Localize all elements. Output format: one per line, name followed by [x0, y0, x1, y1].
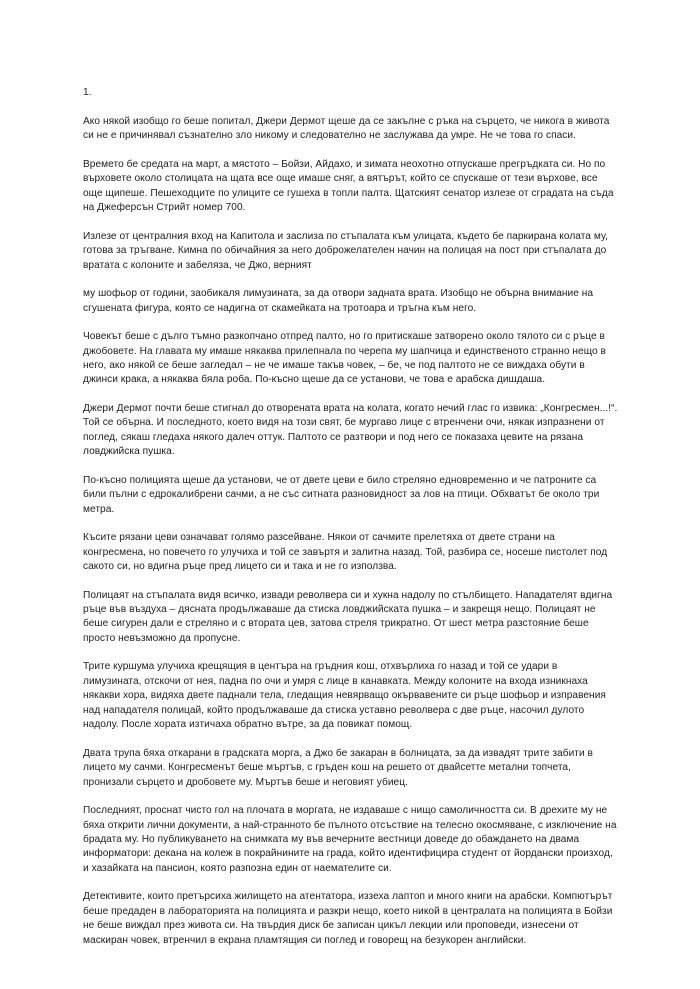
- paragraph-3: Излезе от централния вход на Капитола и заслиза по стъпалата към улицата, където бе паркирана колата му, готова за тръгване. Кимна по обичайния за него доброжелателен начин на полицая на пост при стъпалата до вратата с колоните и забеляза, че Джо, верният: [83, 230, 608, 271]
- paragraph-8: Късите рязани цеви означават голямо разсейване. Някои от сачмите прелетяха от двете страни на конгресмена, но повечето го улучиха и той се завъртя и залитна назад. Той, разбира се, носеше пистолет под сакото си, но вдигна ръце пред лицето си и така и не го използва.: [83, 532, 608, 573]
- paragraph-10: Трите куршума улучиха крещящия в центъра на гръдния кош, отхвърлиха го назад и той се удари в лимузината, отскочи от нея, падна по очи и умря с лице в канавката. Между колоните на входа изникнаха някакви хора, видяха двете паднали тела, гледащия невярващо окървавените си ръце шофьор и изправения над нападателя полицай, който продължаваше да стиска уставно револвера с две ръце, насочил дулото надолу. После хората изтичаха обратно вътре, за да повикат помощ.: [83, 661, 606, 731]
- paragraph-6: Джери Дермот почти беше стигнал до отворената врата на колата, когато нечий глас го извика: „Конгресмен...!“. Той се обърна. И последното, което видя на този свят, бе мургаво лице с втренчени очи, някак изпразнени от поглед, сякаш гледаха някого далеч оттук. Палтото се разтвори и под него се показаха цевите на рязана ловджийска пушка.: [83, 403, 618, 458]
- paragraph-2: Времето бе средата на март, а мястото – Бойзи, Айдахо, и зимата неохотно отпускаше прегръдката си. Но по върховете около столицата на щата все още имаше сняг, а вятърът, който се спускаше от тези върхове, все още щипеше. Пешеходците по улиците се гушеха в топли палта. Щатският сенатор излезе от сградата на съда на Джеферсън Стрийт номер 700.: [83, 159, 614, 214]
- paragraph-1: Ако някой изобщо го беше попитал, Джери Дермот щеше да се закълне с ръка на сърцето, че никога в живота си не е причинявал съзнателно зло никому и следователно не заслужава да умре. Не че това го спаси.: [83, 116, 610, 142]
- paragraph-7: По-късно полицията щеше да установи, че от двете цеви е било стреляно едновременно и че патроните са били пълни с едрокалибрени сачми, а не със ситната разновидност за лов на птици. Обхватът бе около три метра.: [83, 474, 600, 515]
- paragraph-5: Човекът беше с дълго тъмно разкопчано отпред палто, но го притискаше затворено около тялото си с ръце в джобовете. На главата му имаше някаква прилепнала по черепа му шапчица и единственото странно нещо в него, ако някой се беше загледал – не че имаше такъв човек, – бе, че под палтото не се виждаха обути в джинси крака, а някаква бяла роба. По-късно щеше да се установи, че това е арабска дишдаша.: [83, 331, 606, 386]
- paragraph-4: му шофьор от години, заобикаля лимузината, за да отвори задната врата. Изобщо не обърна внимание на сгушената фигура, която се надигна от скамейката на тротоара и тръгна към него.: [83, 288, 594, 314]
- chapter-number: 1.: [83, 87, 92, 98]
- paragraph-12: Последният, проснат чисто гол на плочата в моргата, не издаваше с нищо самоличността си. В дрехите му не бяха открити лични документи, а най-странното бе пълното отсъствие на телесно окосмяване, с изключение на брадата му. Но публикуването на снимката му във вечерните вестници доведе до обаждането на двама информатори: декана на колеж в покрайнините на града, който идентифицира студент от йордански произход, и хазайката на пансион, която разпозна един от наемателите си.: [83, 805, 617, 874]
- paragraph-9: Полицаят на стъпалата видя всичко, извади револвера си и хукна надолу по стълбището. Нападателят вдигна ръце във въздуха – дясната продължаваше да стиска ловджийската пушка – и закрещя нещо. Полицаят не беше сигурен дали е стреляно и с втората цев, затова стреля трикратно. От шест метра разстояние беше просто невъзможно да пропусне.: [83, 589, 613, 644]
- paragraph-11: Двата трупа бяха откарани в градската морга, а Джо бе закаран в болницата, за да извадят трите забити в лицето му сачми. Конгресменът беше мъртъв, с гръден кош на решето от двайсетте метални топчета, пронизали сърцето и дробовете му. Мъртъв беше и неговият убиец.: [83, 747, 593, 788]
- paragraph-13: Детективите, които претърсиха жилището на атентатора, иззеха лаптоп и много книги на арабски. Компютърът беше предаден в лабораторията на полицията и разкри нещо, което никой в централата на полицията в Бойзи не беше виждал през живота си. На твърдия диск бе записан цикъл лекции или проповеди, изнесени от маскиран човек, втренчил в екрана пламтящия си поглед и говорещ на безукорен английски.: [83, 891, 613, 946]
